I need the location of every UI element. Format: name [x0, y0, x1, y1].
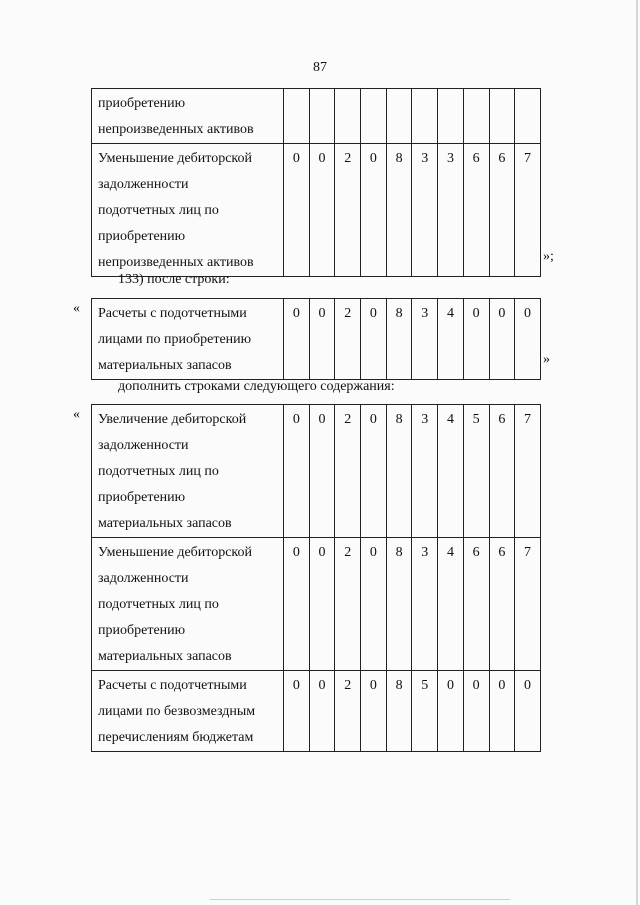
row-label-line: приобретению	[98, 229, 186, 244]
row-label-line: приобретению	[98, 623, 186, 638]
row-label-line: материальных запасов	[98, 649, 232, 664]
row-label	[92, 405, 284, 538]
row-label-line: Расчеты с подотчетными	[98, 306, 247, 321]
row-label	[92, 538, 284, 671]
row-label-line: непроизведенных активов	[98, 122, 254, 137]
opening-quote-table3: «	[73, 407, 80, 422]
row-label	[92, 89, 284, 144]
code-digit-cell: 4	[438, 405, 464, 538]
row-label-line: материальных запасов	[98, 358, 232, 373]
row-label-line: задолженности	[98, 571, 189, 586]
code-digit-cell: 8	[386, 299, 412, 380]
code-digit-cell: 2	[335, 538, 361, 671]
code-digit-cell: 5	[463, 405, 489, 538]
code-digit-cell: 2	[335, 299, 361, 380]
code-digit-cell	[438, 89, 464, 144]
table-row	[92, 299, 541, 380]
code-digit-cell: 3	[412, 405, 438, 538]
code-digit-cell: 0	[515, 299, 541, 380]
code-digit-cell	[386, 89, 412, 144]
code-digit-cell: 3	[412, 144, 438, 277]
row-label-line: лицами по приобретению	[98, 332, 252, 347]
code-table-continuation	[91, 88, 541, 277]
code-digit-cell: 0	[284, 144, 310, 277]
code-digit-cell: 4	[438, 538, 464, 671]
code-digit-cell: 0	[463, 299, 489, 380]
page-number: 87	[313, 60, 327, 75]
code-digit-cell: 2	[335, 144, 361, 277]
code-digit-cell: 0	[361, 405, 387, 538]
code-digit-cell: 8	[386, 671, 412, 752]
row-label	[92, 299, 284, 380]
code-digit-cell: 6	[489, 144, 515, 277]
code-digit-cell: 0	[284, 299, 310, 380]
code-digit-cell	[489, 89, 515, 144]
row-label-line: задолженности	[98, 177, 189, 192]
row-label-line: подотчетных лиц по	[98, 203, 219, 218]
code-digit-cell: 3	[412, 299, 438, 380]
code-digit-cell: 0	[489, 299, 515, 380]
code-digit-cell: 8	[386, 144, 412, 277]
row-label-line: приобретению	[98, 490, 186, 505]
code-digit-cell: 0	[438, 671, 464, 752]
code-digit-cell: 0	[309, 144, 335, 277]
code-digit-cell: 0	[284, 671, 310, 752]
code-digit-cell: 7	[515, 538, 541, 671]
table-row	[92, 405, 541, 538]
row-label-line: Расчеты с подотчетными	[98, 678, 247, 693]
code-digit-cell	[515, 89, 541, 144]
table-row	[92, 144, 541, 277]
code-digit-cell: 0	[309, 671, 335, 752]
row-label-line: задолженности	[98, 438, 189, 453]
code-digit-cell: 0	[463, 671, 489, 752]
code-digit-cell: 7	[515, 405, 541, 538]
code-digit-cell: 0	[515, 671, 541, 752]
code-digit-cell: 4	[438, 299, 464, 380]
code-digit-cell: 0	[309, 299, 335, 380]
row-label	[92, 144, 284, 277]
code-digit-cell	[309, 89, 335, 144]
code-digit-cell: 0	[309, 405, 335, 538]
table-row	[92, 538, 541, 671]
row-label-line: непроизведенных активов	[98, 255, 254, 270]
code-digit-cell: 0	[361, 538, 387, 671]
scan-bottom-mark	[210, 899, 510, 900]
row-label-line: Уменьшение дебиторской	[98, 545, 253, 560]
row-label-line: Уменьшение дебиторской	[98, 151, 253, 166]
code-digit-cell: 0	[284, 538, 310, 671]
code-digit-cell: 2	[335, 671, 361, 752]
code-digit-cell: 5	[412, 671, 438, 752]
supplement-text: дополнить строками следующего содержания:	[118, 379, 395, 394]
code-digit-cell	[412, 89, 438, 144]
code-digit-cell: 6	[489, 405, 515, 538]
code-digit-cell: 7	[515, 144, 541, 277]
code-digit-cell: 6	[489, 538, 515, 671]
code-digit-cell: 0	[489, 671, 515, 752]
row-label-line: материальных запасов	[98, 516, 232, 531]
code-digit-cell: 0	[361, 671, 387, 752]
code-digit-cell: 0	[284, 405, 310, 538]
table-row	[92, 671, 541, 752]
code-digit-cell: 3	[412, 538, 438, 671]
row-label-line: подотчетных лиц по	[98, 597, 219, 612]
code-digit-cell: 2	[335, 405, 361, 538]
code-digit-cell: 6	[463, 144, 489, 277]
code-digit-cell: 8	[386, 538, 412, 671]
code-digit-cell: 0	[361, 144, 387, 277]
row-label-line: Увеличение дебиторской	[98, 412, 247, 427]
code-digit-cell	[284, 89, 310, 144]
code-table-reference-row	[91, 298, 541, 380]
code-digit-cell: 0	[361, 299, 387, 380]
code-digit-cell	[361, 89, 387, 144]
row-label	[92, 671, 284, 752]
item-133-text: 133) после строки:	[118, 272, 230, 287]
code-digit-cell	[463, 89, 489, 144]
closing-quote-table2: »	[543, 352, 550, 367]
row-label-line: лицами по безвозмездным	[98, 704, 256, 719]
row-label-line: перечислениям бюджетам	[98, 730, 254, 745]
closing-quote-table1: »;	[543, 249, 554, 264]
code-digit-cell: 0	[309, 538, 335, 671]
table-row	[92, 89, 541, 144]
code-digit-cell	[335, 89, 361, 144]
row-label-line: подотчетных лиц по	[98, 464, 219, 479]
opening-quote-table2: «	[73, 301, 80, 316]
code-digit-cell: 8	[386, 405, 412, 538]
code-digit-cell: 3	[438, 144, 464, 277]
scan-edge	[636, 0, 638, 905]
code-table-new-rows	[91, 404, 541, 752]
row-label-line: приобретению	[98, 96, 186, 111]
code-digit-cell: 6	[463, 538, 489, 671]
